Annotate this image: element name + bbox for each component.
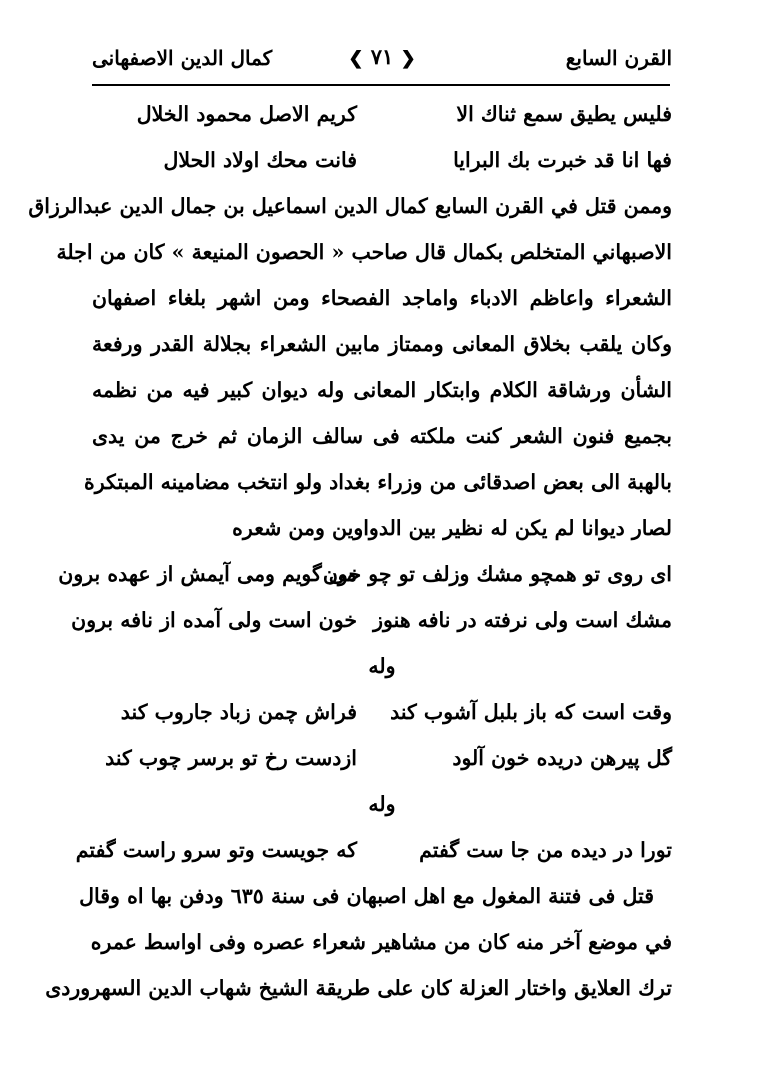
line-text: بالهبة الى بعض اصدقائى من وزراء بغداد ولو انتخب مضامينه المبتكرة — [83, 470, 672, 494]
verse-second-hemistich: كريم الاصل محمود الخلال — [136, 102, 357, 126]
verse-second-hemistich: مى گويم ومى آيمش از عهده برون — [58, 562, 357, 586]
verse-first-hemistich: گل پيرهن دريده خون آلود — [452, 746, 672, 770]
header-century: القرن السابع — [565, 46, 672, 70]
text-body — [28, 92, 672, 1012]
verse-first-hemistich: تورا در ديده من جا ست گفتم — [419, 838, 672, 862]
prose-line — [92, 368, 672, 414]
line-text: ترك العلايق واختار العزلة كان على طريقة الشيخ شهاب الدين السهروردى — [45, 976, 672, 1000]
header-rule — [92, 84, 670, 86]
prose-line — [92, 506, 672, 552]
verse-first-hemistich: مشك است ولى نرفته در نافه هنوز — [373, 608, 672, 632]
prose-line — [83, 460, 672, 506]
verse-second-hemistich: فانت محك اولاد الحلال — [163, 148, 357, 172]
prose-line — [92, 322, 672, 368]
verse-second-hemistich: فراش چمن زباد جاروب كند — [120, 700, 357, 724]
line-text: وكان يلقب بخلاق المعانى وممتاز مابين الشعراء بجلالة القدر ورفعة — [92, 332, 672, 356]
line-text: الشأن ورشاقة الكلام وابتكار المعانى وله ديوان كبير فيه من نظمه — [92, 378, 672, 402]
verse-second-hemistich: خون است ولى آمده از نافه برون — [71, 608, 357, 632]
line-text: وله — [368, 792, 396, 816]
prose-line — [92, 920, 672, 966]
line-text: وله — [368, 654, 396, 678]
verse-second-hemistich: كه جويست وتو سرو راست گفتم — [75, 838, 357, 862]
verse-line — [58, 552, 672, 598]
verse-line — [92, 92, 672, 138]
line-text: الاصبهاني المتخلص بكمال قال صاحب « الحصون المنيعة » كان من اجلة — [56, 240, 672, 264]
verse-line — [92, 736, 672, 782]
ornament-icon: ❯ — [348, 48, 364, 69]
line-text: وممن قتل في القرن السابع كمال الدين اسماعيل بن جمال الدين عبدالرزاق — [28, 194, 672, 218]
line-text: بجميع فنون الشعر كنت ملكته فى سالف الزمان ثم خرج من يدى — [92, 424, 672, 448]
verse-first-hemistich: فليس يطيق سمع ثناك الا — [456, 102, 672, 126]
prose-line — [92, 276, 672, 322]
line-text: في موضع آخر منه كان من مشاهير شعراء عصره وفى اواسط عمره — [90, 930, 672, 954]
poem-heading — [92, 644, 672, 690]
poem-heading — [92, 782, 672, 828]
verse-line — [75, 828, 672, 874]
running-header — [92, 38, 672, 84]
verse-line — [71, 598, 672, 644]
verse-first-hemistich: فها انا قد خبرت بك البرايا — [453, 148, 672, 172]
ornament-icon: ❮ — [400, 48, 416, 69]
page-number: ٧١ — [370, 44, 394, 69]
prose-line — [79, 874, 672, 920]
header-poet-name: كمال الدين الاصفهانى — [92, 46, 273, 70]
verse-first-hemistich: اى روى تو همچو مشك وزلف تو چو خون — [322, 562, 672, 586]
verse-line — [92, 690, 672, 736]
prose-line — [28, 184, 672, 230]
line-text: قتل فى فتنة المغول مع اهل اصبهان فى سنة ٦٣٥ ودفن بها اه وقال — [79, 884, 654, 908]
verse-first-hemistich: وقت است كه باز بلبل آشوب كند — [390, 700, 672, 724]
verse-line — [92, 138, 672, 184]
prose-line — [92, 414, 672, 460]
prose-line — [56, 230, 672, 276]
line-text: لصار ديوانا لم يكن له نظير بين الدواوين ومن شعره — [232, 516, 672, 540]
prose-line — [45, 966, 672, 1012]
verse-second-hemistich: ازدست رخ تو برسر چوب كند — [105, 746, 357, 770]
page-number-block — [332, 44, 432, 69]
line-text: الشعراء واعاظم الادباء واماجد الفصحاء ومن اشهر بلغاء اصفهان — [92, 286, 672, 310]
